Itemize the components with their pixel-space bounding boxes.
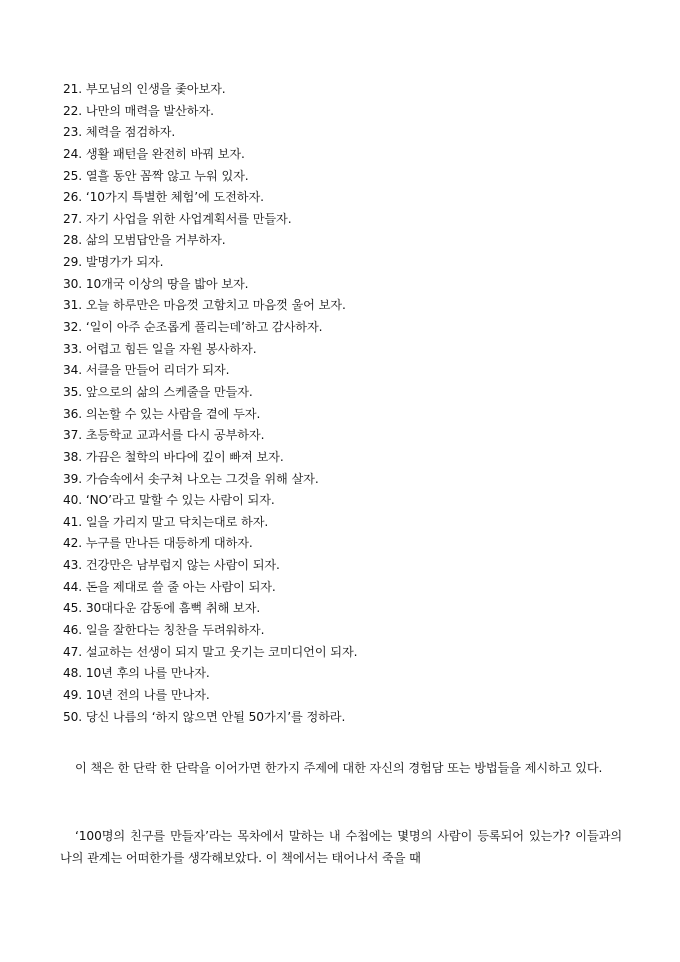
- body-paragraph: ‘100명의 친구를 만들자’라는 목차에서 말하는 내 수첩에는 몇명의 사람이 등록되어 있는가? 이들과의 나의 관계는 어떠한가를 생각해보았다. 이 책에서는 태어나서 죽을 때: [60, 829, 622, 865]
- list-item: 41. 일을 가리지 말고 닥치는대로 하자.: [63, 514, 269, 529]
- body-paragraph: 이 책은 한 단락 한 단락을 이어가면 한가지 주제에 대한 자신의 경험담 또는 방법들을 제시하고 있다.: [75, 761, 603, 775]
- list-item: 40. ‘NO’라고 말할 수 있는 사람이 되자.: [63, 493, 275, 508]
- list-item: 32. ‘일이 아주 순조롭게 풀리는데’하고 감사하자.: [63, 320, 323, 335]
- list-item: 28. 삶의 모범답안을 거부하자.: [63, 233, 226, 248]
- list-item: 47. 설교하는 선생이 되지 말고 웃기는 코미디언이 되자.: [63, 644, 358, 659]
- list-item: 37. 초등학교 교과서를 다시 공부하자.: [63, 428, 265, 443]
- list-item: 30. 10개국 이상의 땅을 밟아 보자.: [63, 276, 249, 291]
- list-item: 35. 앞으로의 삶의 스케줄을 만들자.: [63, 384, 253, 399]
- list-item: 36. 의논할 수 있는 사람을 곁에 두자.: [63, 406, 261, 421]
- list-item: 24. 생활 패턴을 완전히 바꿔 보자.: [63, 146, 245, 161]
- list-item: 38. 가끔은 철학의 바다에 깊이 빠져 보자.: [63, 449, 284, 464]
- list-item: 39. 가슴속에서 솟구쳐 나오는 그것을 위해 살자.: [63, 471, 319, 486]
- list-item: 50. 당신 나름의 ‘하지 않으면 안될 50가지’를 정하라.: [63, 709, 346, 724]
- list-item: 34. 서클을 만들어 리더가 되자.: [63, 363, 230, 378]
- list-item: 45. 30대다운 감동에 흠뻑 취해 보자.: [63, 601, 261, 616]
- list-item: 31. 오늘 하루만은 마음껏 고함치고 마음껏 울어 보자.: [63, 298, 346, 313]
- list-item: 33. 어렵고 힘든 일을 자원 봉사하자.: [63, 341, 257, 356]
- list-item: 43. 건강만은 남부럽지 않는 사람이 되자.: [63, 558, 280, 573]
- list-item: 21. 부모님의 인생을 좇아보자.: [63, 82, 226, 96]
- list-item: 49. 10년 전의 나를 만나자.: [63, 687, 210, 702]
- list-item: 42. 누구를 만나든 대등하게 대하자.: [63, 536, 253, 551]
- list-item: 46. 일을 잘한다는 칭찬을 두려워하자.: [63, 623, 265, 638]
- list-item: 44. 돈을 제대로 쓸 줄 아는 사람이 되자.: [63, 579, 276, 594]
- list-item: 29. 발명가가 되자.: [63, 255, 164, 270]
- list-item: 26. ‘10가지 특별한 체험’에 도전하자.: [63, 190, 264, 205]
- list-item: 23. 체력을 점검하자.: [63, 125, 176, 140]
- list-item: 48. 10년 후의 나를 만나자.: [63, 666, 210, 681]
- list-item: 25. 열흘 동안 꼼짝 않고 누워 있자.: [63, 168, 249, 183]
- list-item: 22. 나만의 매력을 발산하자.: [63, 103, 214, 118]
- list-item: 27. 자기 사업을 위한 사업계획서를 만들자.: [63, 211, 292, 226]
- resolution-list: [63, 79, 357, 728]
